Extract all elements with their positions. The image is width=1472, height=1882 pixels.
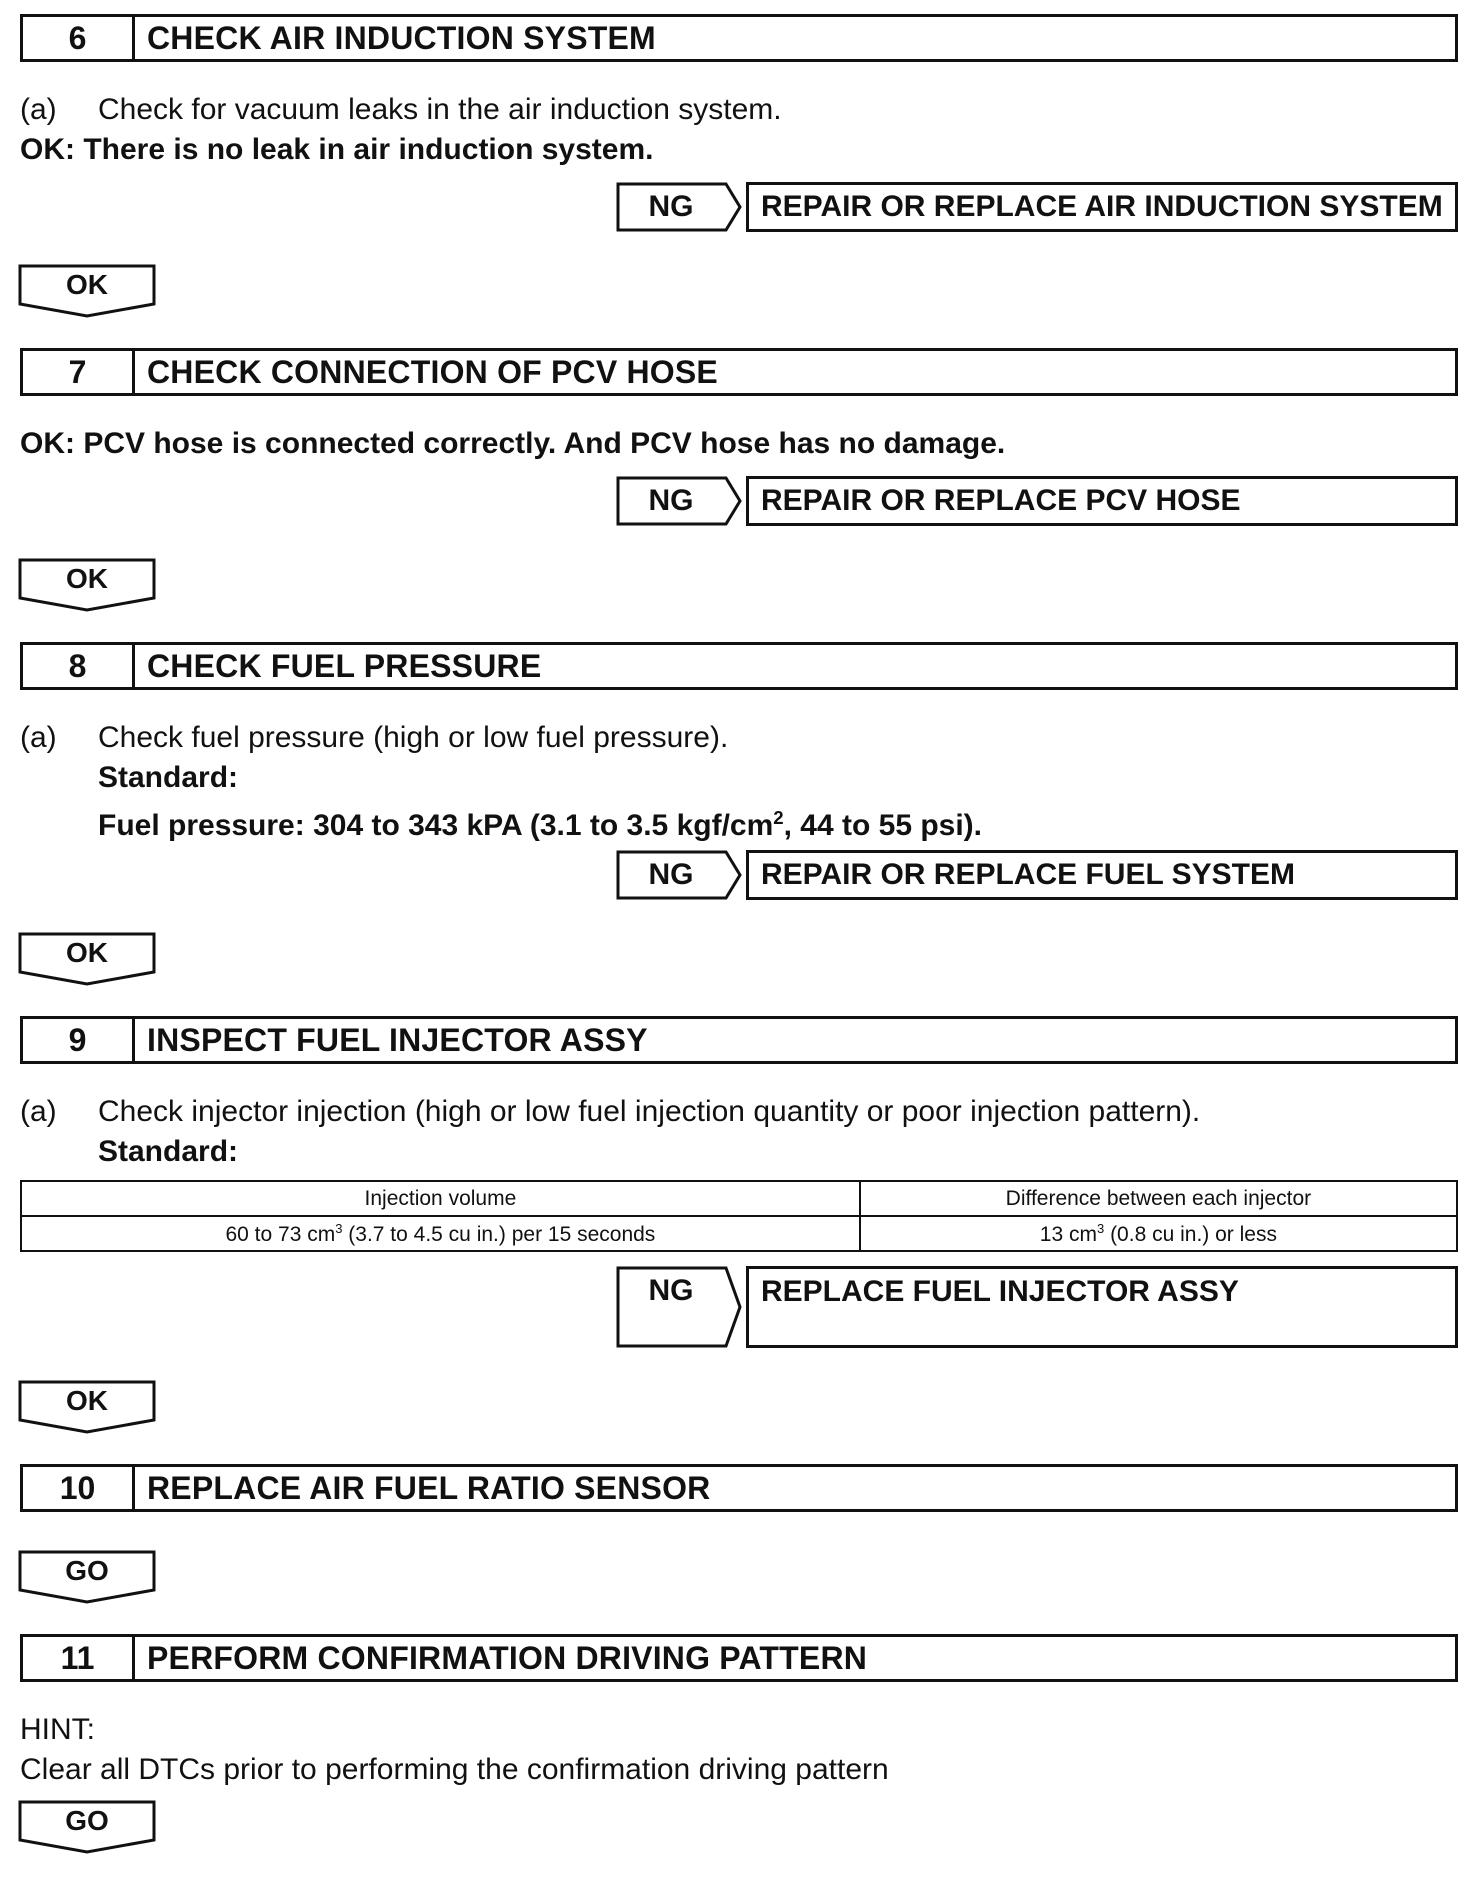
ng-arrow: [616, 1266, 742, 1348]
go-label: GO: [65, 1805, 109, 1836]
step-6-header: [20, 14, 1458, 62]
step-7-header: [20, 348, 1458, 396]
ok-down-arrow: [18, 558, 156, 612]
ng-label: NG: [648, 858, 694, 891]
ng-label: NG: [648, 190, 694, 223]
item-label: (a): [20, 721, 57, 754]
table-cell-injection-volume: 60 to 73 $cm^3$ (3.7 to 4.5 cu in.) per 15 seconds: [21, 1216, 860, 1251]
ok-label: OK: [66, 937, 108, 968]
step-number: 8: [23, 645, 135, 687]
ok-down-arrow: [18, 1380, 156, 1434]
fuel-pressure-spec: Fuel pressure: 304 to 343 kPA (3.1 to 3.5 kgf/$cm^2$, 44 to 55 psi).: [98, 807, 983, 842]
ng-label: NG: [648, 1274, 694, 1307]
step-number: 11: [23, 1637, 135, 1679]
table-row: [21, 1216, 1457, 1251]
item-text: Check injector injection (high or low fuel injection quantity or poor injection pattern).: [98, 1095, 1201, 1128]
step-title: CHECK CONNECTION OF PCV HOSE: [147, 353, 718, 390]
step-9-header: [20, 1016, 1458, 1064]
item-label: (a): [20, 1095, 57, 1128]
table-cell-difference: 13 $cm^3$ (0.8 cu in.) or less: [860, 1216, 1457, 1251]
ng-result-box: REPAIR OR REPLACE PCV HOSE: [746, 476, 1458, 526]
ok-label: OK: [66, 563, 108, 594]
ng-result-box: REPAIR OR REPLACE FUEL SYSTEM: [746, 850, 1458, 900]
step-10-header: [20, 1464, 1458, 1512]
go-down-arrow: [18, 1800, 156, 1854]
ng-result-box: REPLACE FUEL INJECTOR ASSY: [746, 1266, 1458, 1348]
step-title: CHECK AIR INDUCTION SYSTEM: [147, 19, 656, 56]
step-title: PERFORM CONFIRMATION DRIVING PATTERN: [147, 1639, 868, 1676]
ng-result-box: REPAIR OR REPLACE AIR INDUCTION SYSTEM: [746, 182, 1458, 232]
standard-label: Standard:: [98, 761, 239, 794]
injector-spec-table: [20, 1180, 1458, 1252]
item-text: Check fuel pressure (high or low fuel pressure).: [98, 721, 729, 754]
ng-arrow: [616, 850, 742, 900]
step-title: REPLACE AIR FUEL RATIO SENSOR: [147, 1469, 711, 1506]
step-number: 10: [23, 1467, 135, 1509]
step-title: INSPECT FUEL INJECTOR ASSY: [147, 1021, 648, 1058]
ng-arrow: [616, 476, 742, 526]
go-down-arrow: [18, 1550, 156, 1604]
ok-down-arrow: [18, 932, 156, 986]
step-number: 7: [23, 351, 135, 393]
step-8-header: [20, 642, 1458, 690]
ok-condition: OK: There is no leak in air induction system.: [20, 133, 654, 166]
table-header-cell: Difference between each injector: [860, 1181, 1457, 1216]
step-title: CHECK FUEL PRESSURE: [147, 647, 542, 684]
hint-text: Clear all DTCs prior to performing the confirmation driving pattern: [20, 1753, 889, 1786]
standard-label: Standard:: [98, 1135, 239, 1168]
ok-condition: OK: PCV hose is connected correctly. And PCV hose has no damage.: [20, 427, 1006, 460]
ng-label: NG: [648, 484, 694, 517]
table-header-cell: Injection volume: [21, 1181, 860, 1216]
table-header-row: [21, 1181, 1457, 1216]
step-11-header: [20, 1634, 1458, 1682]
go-label: GO: [65, 1555, 109, 1586]
hint-label: HINT:: [20, 1713, 95, 1746]
step-number: 9: [23, 1019, 135, 1061]
ng-arrow: [616, 182, 742, 232]
ok-label: OK: [66, 1385, 108, 1416]
ok-label: OK: [66, 269, 108, 300]
ok-down-arrow: [18, 264, 156, 318]
step-number: 6: [23, 17, 135, 59]
item-label: (a): [20, 93, 57, 126]
item-text: Check for vacuum leaks in the air induction system.: [98, 93, 782, 126]
